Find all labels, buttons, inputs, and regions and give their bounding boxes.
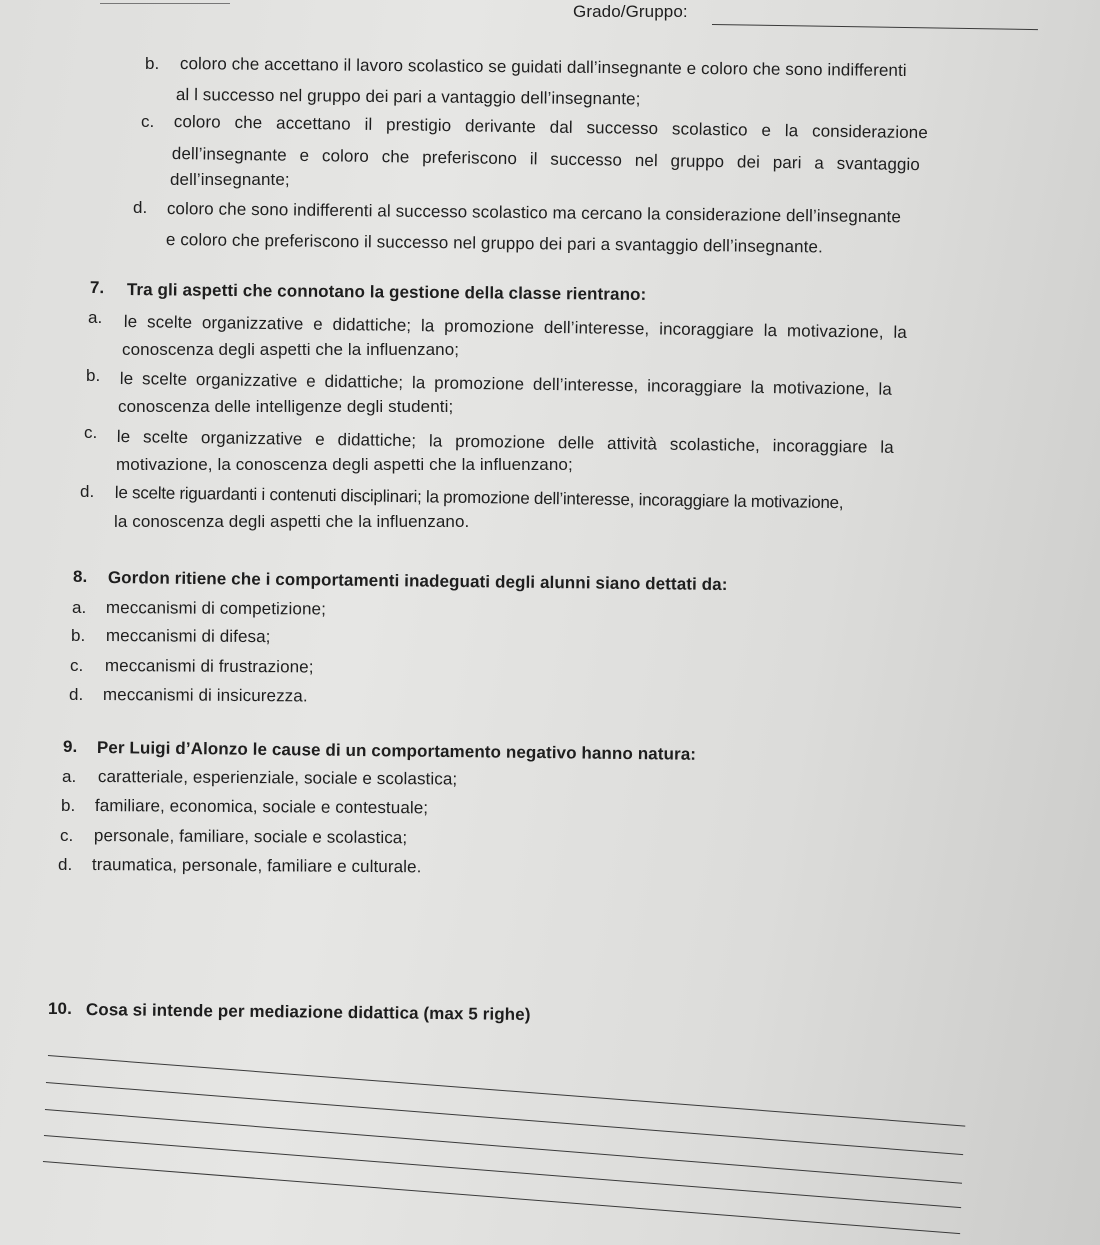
q7-option-c-line1: le scelte organizzative e didattiche; la promozione delle attività scolastiche, incoraggiare la xyxy=(116,427,894,457)
q8-option-d-text: meccanismi di insicurezza. xyxy=(102,685,308,706)
q8-option-a-text: meccanismi di competizione; xyxy=(105,598,327,619)
q9-question: Per Luigi d’Alonzo le cause di un comportamento negativo hanno natura: xyxy=(96,738,697,764)
q7-option-d-line2: la conoscenza degli aspetti che la influenzano. xyxy=(114,512,470,531)
q9-option-c-text: personale, familiare, sociale e scolastica; xyxy=(93,826,408,848)
grade-group-label: Grado/Gruppo: xyxy=(573,2,688,21)
q6-option-b-line2: al l successo nel gruppo dei pari a vantaggio dell’insegnante; xyxy=(175,85,641,109)
q9-option-a-text: caratteriale, esperienziale, sociale e scolastica; xyxy=(97,767,458,789)
grade-group-answer-line[interactable] xyxy=(712,24,1038,30)
q7-question: Tra gli aspetti che connotano la gestione della classe rientrano: xyxy=(126,280,647,304)
q8-option-a-label: a. xyxy=(72,598,87,617)
q9-option-b-label: b. xyxy=(61,796,76,815)
q7-option-b-line2: conoscenza delle intelligenze degli studenti; xyxy=(118,397,454,416)
q9-option-b-text: familiare, economica, sociale e contestuale; xyxy=(94,796,429,818)
q9-option-c-label: c. xyxy=(60,826,74,845)
q7-option-a-line2: conoscenza degli aspetti che la influenzano; xyxy=(122,340,460,359)
q6-option-d-label: d. xyxy=(133,198,148,217)
answer-line-2[interactable] xyxy=(46,1082,963,1155)
q7-option-c-label: c. xyxy=(84,423,98,442)
q7-option-d-line1: le scelte riguardanti i contenuti disciplinari; la promozione dell’interesse, incoraggiare la motivazione, xyxy=(114,483,844,513)
q6-option-c-line3: dell’insegnante; xyxy=(170,170,290,189)
q7-number: 7. xyxy=(89,278,105,298)
q6-option-b-line1: coloro che accettano il lavoro scolastico se guidati dall’insegnante e coloro che sono indifferenti xyxy=(179,54,907,80)
q6-option-b-label: b. xyxy=(145,54,160,73)
q8-option-b-label: b. xyxy=(71,626,86,645)
q7-option-b-label: b. xyxy=(86,366,101,385)
q7-option-a-label: a. xyxy=(88,308,103,327)
cropped-header-fragment xyxy=(100,0,230,6)
q7-option-a-line1: le scelte organizzative e didattiche; la promozione dell’interesse, incoraggiare la motivazione, la xyxy=(123,312,908,342)
q6-option-d-line1: coloro che sono indifferenti al successo scolastico ma cercano la considerazione dell’insegnante xyxy=(166,199,902,227)
q7-option-b-line1: le scelte organizzative e didattiche; la promozione dell’interesse, incoraggiare la motivazione, la xyxy=(119,369,893,399)
q9-option-d-label: d. xyxy=(58,855,73,874)
q7-option-d-label: d. xyxy=(80,482,95,501)
q9-option-d-text: traumatica, personale, familiare e culturale. xyxy=(91,855,422,877)
q8-option-b-text: meccanismi di difesa; xyxy=(105,626,271,647)
q6-option-c-line1: coloro che accettano il prestigio derivante dal successo scolastico e la considerazione xyxy=(173,112,928,143)
q8-option-c-label: c. xyxy=(70,656,84,675)
q6-option-c-line2: dell’insegnante e coloro che preferiscono il successo nel gruppo dei pari a svantaggio xyxy=(171,144,921,175)
q8-number: 8. xyxy=(73,567,88,586)
q9-option-a-label: a. xyxy=(62,767,77,786)
q6-option-c-label: c. xyxy=(141,112,155,131)
q8-option-d-label: d. xyxy=(69,685,84,704)
answer-line-1[interactable] xyxy=(48,1055,965,1127)
q8-option-c-text: meccanismi di frustrazione; xyxy=(104,656,314,677)
q6-option-d-line2: e coloro che preferiscono il successo nel gruppo dei pari a svantaggio dell’insegnante. xyxy=(165,230,823,257)
q7-option-c-line2: motivazione, la conoscenza degli aspetti che la influenzano; xyxy=(116,455,573,474)
q10-question: Cosa si intende per mediazione didattica (max 5 righe) xyxy=(85,1000,531,1025)
q8-question: Gordon ritiene che i comportamenti inadeguati degli alunni siano dettati da: xyxy=(107,568,728,595)
q9-number: 9. xyxy=(63,737,78,756)
q10-number: 10. xyxy=(48,999,72,1018)
